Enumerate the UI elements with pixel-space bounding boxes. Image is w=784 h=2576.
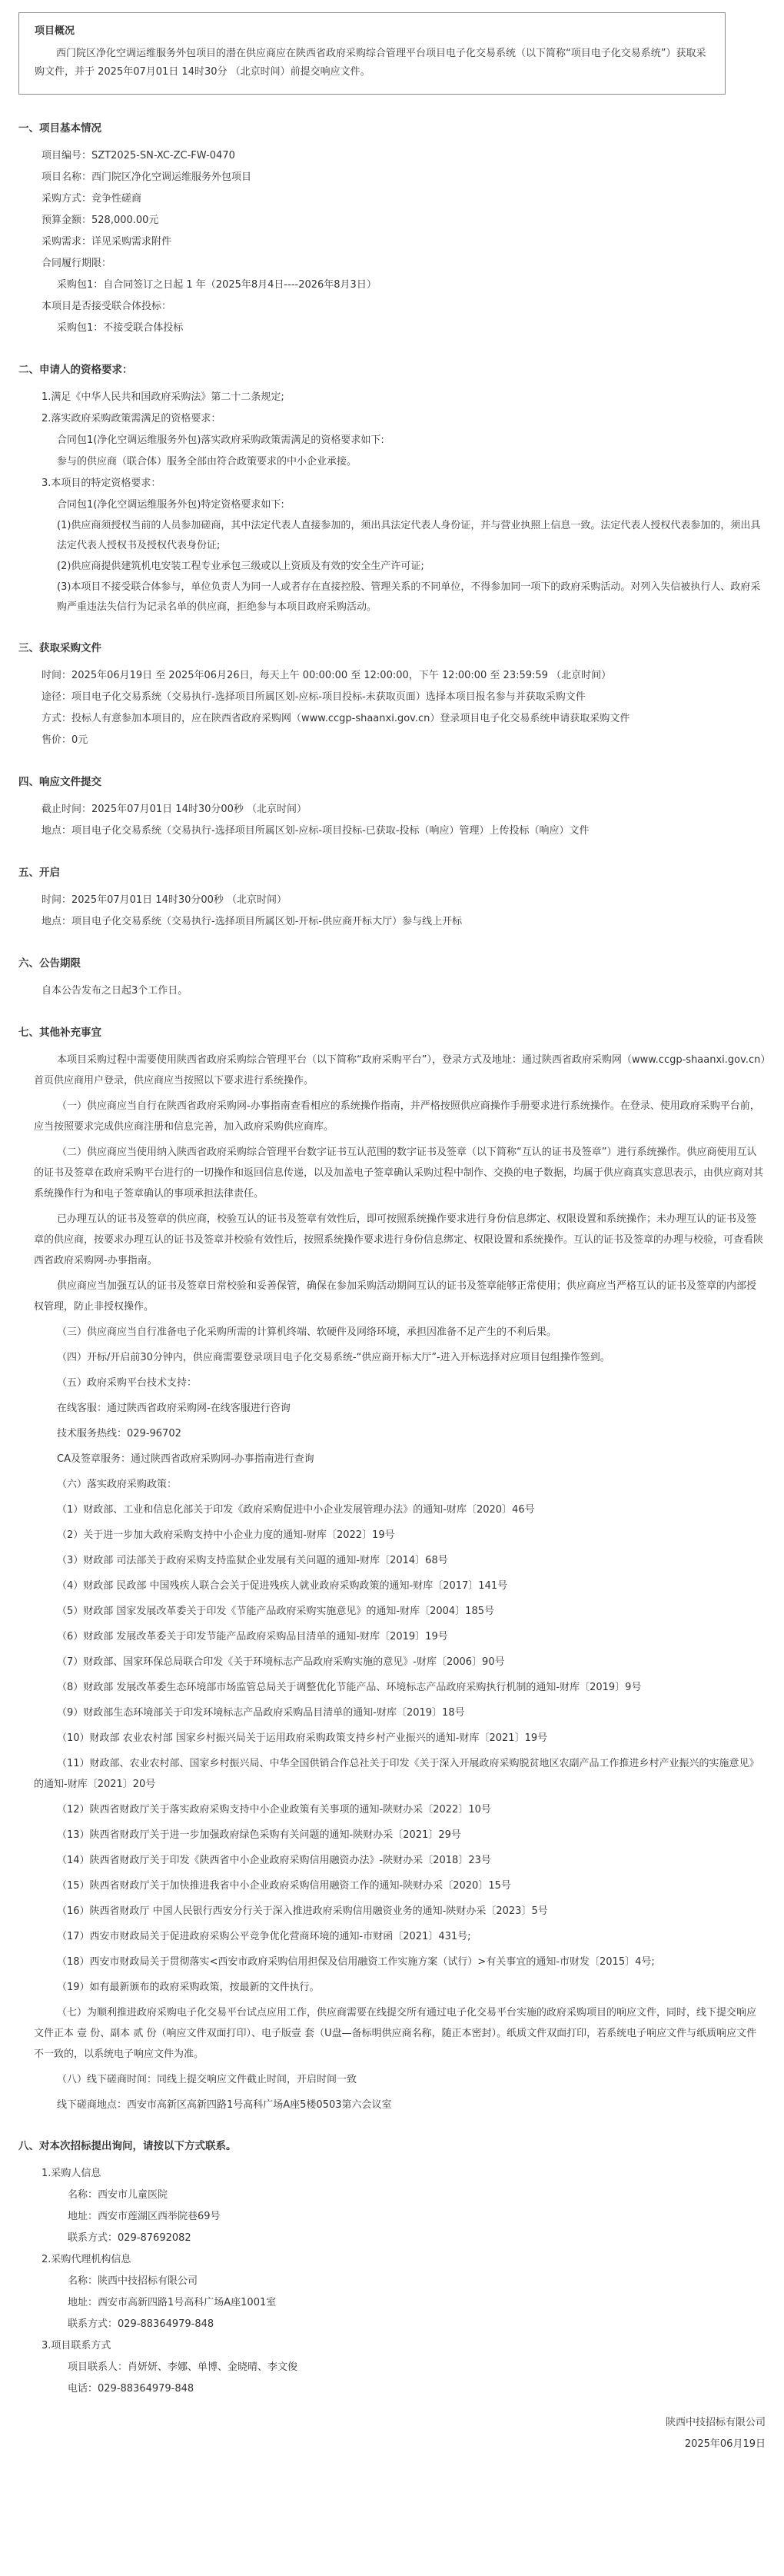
- section-submission: [18, 773, 766, 842]
- submission-place: 地点：项目电子化交易系统（交易执行-选择项目所属区划-应标-项目投标-已获取-投标（响应）管理）上传投标（响应）文件: [42, 825, 590, 837]
- other-paragraph: （六）落实政府采购政策：: [57, 1479, 178, 1490]
- notice-period-text: 自本公告发布之日起3个工作日。: [42, 985, 188, 997]
- other-paragraph: 已办理互认的证书及签章的供应商，校验互认的证书及签章有效性后，即可按照系统操作要求进行身份信息绑定、权限设置和系统操作；未办理互认的证书及签章的供应商，按要求办理互认的证书及签章并校验有效性后，按照系统操作要求进行身份信息绑定、权限设置和系统操作。互认的证书及签章的办理与校验，可查看陕西省政府采购网-办事指南。: [34, 1213, 764, 1266]
- other-paragraph: （四）开标/开启前30分钟内，供应商需要登录项目电子化交易系统-“供应商开标大厅”-进入开标选择对应项目包组操作签到。: [57, 1352, 610, 1363]
- footer-date: 2025年06月19日: [684, 2438, 766, 2450]
- qualification-line: 合同包1(净化空调运维服务外包)特定资格要求如下:: [57, 499, 284, 511]
- other-paragraph: （八）线下磋商时间：同线上提交响应文件截止时间，开启时间一致: [57, 2074, 357, 2085]
- opening-place: 地点：项目电子化交易系统（交易执行-选择项目所属区划-开标-供应商开标大厅）参与线上开标: [42, 916, 463, 927]
- section-title: 四、响应文件提交: [18, 776, 101, 788]
- policy-item: （16）陕西省财政厅 中国人民银行西安分行关于深入推进政府采购信用融资业务的通知-陕财办采〔2023〕5号: [57, 1905, 548, 1917]
- section-title: 七、其他补充事宜: [18, 1027, 101, 1039]
- consortium-value: 采购包1：不接受联合体投标: [57, 322, 184, 334]
- section-title: 五、开启: [18, 867, 60, 879]
- qualification-item: (3)本项目不接受联合体参与，单位负责人为同一人或者存在直接控股、管理关系的不同单位，不得参加同一项下的政府采购活动。对列入失信被执行人、政府采购严重违法失信行为记录名单的供应商，拒绝参与本项目政府采购活动。: [57, 581, 761, 613]
- announcement-page: [18, 12, 766, 2455]
- policy-item: （12）陕西省财政厅关于落实政府采购支持中小企业政策有关事项的通知-陕财办采〔2022〕10号: [57, 1804, 491, 1816]
- contact-heading: 3.项目联系方式: [42, 2340, 111, 2351]
- purchaser-phone: 联系方式：029-87692082: [68, 2232, 191, 2244]
- qualification-line: 合同包1(净化空调运维服务外包)落实政府采购政策需满足的资格要求如下:: [57, 434, 384, 446]
- qualification-line: 2.落实政府采购政策需满足的资格要求：: [42, 413, 221, 424]
- section-get-documents: [18, 639, 766, 751]
- other-paragraph: CA及签章服务：通过陕西省政府采购网-办事指南进行查询: [57, 1453, 314, 1465]
- opening-time: 时间：2025年07月01日 14时30分00秒 （北京时间）: [42, 894, 287, 906]
- other-paragraph: 供应商应当加强互认的证书及签章日常校验和妥善保管，确保在参加采购活动期间互认的证书及签章能够正常使用；供应商应当严格互认的证书及签章的内部授权管理，防止非授权操作。: [34, 1280, 757, 1313]
- purchaser-heading: 1.采购人信息: [42, 2168, 101, 2179]
- overview-title: 项目概况: [35, 25, 75, 37]
- other-paragraph: 线下磋商地点：西安市高新区高新四路1号高科广场A座5楼0503第六会议室: [57, 2099, 392, 2111]
- purchaser-address: 地址：西安市莲湖区西举院巷69号: [68, 2211, 221, 2222]
- policy-item: （13）陕西省财政厅关于进一步加强政府绿色采购有关问题的通知-陕财办采〔2021〕29号: [57, 1829, 461, 1841]
- contact-persons: 项目联系人：肖妍妍、李娜、单博、金晓晴、李文俊: [68, 2361, 298, 2373]
- get-docs-time: 时间：2025年06月19日 至 2025年06月26日，每天上午 00:00:00 至 12:00:00，下午 12:00:00 至 23:59:59 （北京时间）: [42, 670, 612, 681]
- policy-item: （6）财政部 发展改革委关于印发节能产品政府采购品目清单的通知-财库〔2019〕19号: [57, 1631, 448, 1642]
- get-docs-method: 方式：投标人有意参加本项目的，应在陕西省政府采购网（www.ccgp-shaanxi.gov.cn）登录项目电子化交易系统申请获取采购文件: [42, 713, 630, 724]
- consortium-label: 本项目是否接受联合体投标：: [42, 301, 172, 312]
- policy-item: （15）陕西省财政厅关于加快推进我省中小企业政府采购信用融资工作的通知-陕财办采〔2020〕15号: [57, 1880, 511, 1892]
- get-docs-price: 售价：0元: [42, 734, 88, 746]
- submission-deadline: 截止时间：2025年07月01日 14时30分00秒 （北京时间）: [42, 804, 307, 815]
- policy-item: （10）财政部 农业农村部 国家乡村振兴局关于运用政府采购政策支持乡村产业振兴的通知-财库〔2021〕19号: [57, 1732, 548, 1744]
- agency-name: 名称：陕西中技招标有限公司: [68, 2275, 198, 2287]
- qualification-line: 参与的供应商（联合体）服务全部由符合政策要求的中小企业承接。: [57, 456, 357, 468]
- policy-item: （3）财政部 司法部关于政府采购支持监狱企业发展有关问题的通知-财库〔2014〕68号: [57, 1555, 448, 1566]
- project-name: 项目名称：西门院区净化空调运维服务外包项目: [42, 171, 252, 183]
- qualification-item: (2)供应商提供建筑机电安装工程专业承包三级或以上资质及有效的安全生产许可证;: [57, 561, 424, 572]
- contract-period-value: 采购包1：自合同签订之日起 1 年（2025年8月4日----2026年8月3日）: [57, 279, 377, 291]
- contract-period-label: 合同履行期限：: [42, 258, 112, 269]
- section-title: 二、申请人的资格要求：: [18, 364, 133, 376]
- section-title: 三、获取采购文件: [18, 642, 101, 654]
- agency-address: 地址：西安市高新四路1号高科广场A座1001室: [68, 2297, 277, 2308]
- section-title: 八、对本次招标提出询问，请按以下方式联系。: [18, 2140, 237, 2152]
- project-number: 项目编号：SZT2025-SN-XC-ZC-FW-0470: [42, 150, 235, 161]
- other-paragraph: （七）为顺利推进政府采购电子化交易平台试点应用工作，供应商需要在线提交所有通过电子化交易平台实施的政府采购项目的响应文件，同时，线下提交响应文件正本 壹 份、副本 贰 份（响应文件双面打印）、电子版壹 套（U盘—备标明供应商名称，随正本密封）。纸质文件双面打印，若系统电子响应文件与纸质响应文件不一致的，以系统电子响应文件为准。: [34, 2007, 757, 2060]
- other-paragraph: （五）政府采购平台技术支持：: [57, 1377, 198, 1389]
- other-paragraph: （一）供应商应当自行在陕西省政府采购网-办事指南查看相应的系统操作指南，并严格按照供应商操作手册要求进行系统操作。在登录、使用政府采购平台前，应当按照要求完成供应商注册和信息完善，加入政府采购供应商库。: [34, 1100, 760, 1133]
- policy-item: （4）财政部 民政部 中国残疾人联合会关于促进残疾人就业政府采购政策的通知-财库〔2017〕141号: [57, 1580, 508, 1592]
- policy-item: （9）财政部生态环境部关于印发环境标志产品政府采购品目清单的通知-财库〔2019〕18号: [57, 1707, 465, 1719]
- section-opening: [18, 864, 766, 933]
- qualification-item: (1)供应商须授权当前的人员参加磋商，其中法定代表人直接参加的，须出具法定代表人身份证，并与营业执照上信息一致。法定代表人授权代表参加的，须出具法定代表人授权书及授权代表身份证;: [57, 520, 761, 551]
- procurement-requirement: 采购需求：详见采购需求附件: [42, 236, 172, 248]
- section-other-matters: [18, 1023, 766, 2115]
- section-notice-period: [18, 954, 766, 1002]
- policy-item: （19）如有最新颁布的政府采购政策，按最新的文件执行。: [57, 1982, 320, 1993]
- project-overview-box: [18, 12, 726, 95]
- policy-item: （5）财政部 国家发展改革委关于印发《节能产品政府采购实施意见》的通知-财库〔2004〕185号: [57, 1606, 494, 1617]
- policy-item: （18）西安市财政局关于贯彻落实<西安市政府采购信用担保及信用融资工作实施方案（试行）>有关事宜的通知-市财发〔2015〕4号;: [57, 1956, 655, 1968]
- section-basic-info: [18, 119, 766, 339]
- section-qualifications: [18, 361, 766, 617]
- contact-phone: 电话：029-88364979-848: [68, 2383, 194, 2395]
- section-title: 一、项目基本情况: [18, 122, 101, 135]
- other-paragraph: 本项目采购过程中需要使用陕西省政府采购综合管理平台（以下简称“政府采购平台”），登录方式及地址：通过陕西省政府采购网（www.ccgp-shaanxi.gov.cn）首页供应商用户登录，供应商应当按照以下要求进行系统操作。: [34, 1054, 766, 1087]
- agency-heading: 2.采购代理机构信息: [42, 2254, 131, 2265]
- policy-item: （17）西安市财政局关于促进政府采购公平竞争优化营商环境的通知-市财函〔2021〕431号;: [57, 1931, 471, 1942]
- other-paragraph: （二）供应商应当使用纳入陕西省政府采购综合管理平台数字证书互认范围的数字证书及签章（以下简称“互认的证书及签章”）进行系统操作。供应商使用互认的证书及签章在政府采购平台进行的一切操作和返回信息传递，以及加盖电子签章确认采购过程中制作、交换的电子数据，均属于供应商真实意思表示，由供应商对其系统操作行为和电子签章确认的事项承担法律责任。: [34, 1147, 764, 1200]
- get-docs-route: 途径：项目电子化交易系统（交易执行-选择项目所属区划-应标-项目投标-未获取页面）选择本项目报名参与并获取采购文件: [42, 691, 586, 703]
- policy-item: （7）财政部、国家环保总局联合印发《关于环境标志产品政府采购实施的意见》-财库〔2006〕90号: [57, 1656, 505, 1668]
- qualification-line: 1.满足《中华人民共和国政府采购法》第二十二条规定;: [42, 391, 284, 403]
- policy-item: （2）关于进一步加大政府采购支持中小企业力度的通知-财库〔2022〕19号: [57, 1529, 395, 1541]
- other-paragraph: （三）供应商应当自行准备电子化采购所需的计算机终端、软硬件及网络环境，承担因准备不足产生的不利后果。: [57, 1326, 557, 1338]
- section-contacts: [18, 2137, 766, 2400]
- policy-item: （14）陕西省财政厅关于印发《陕西省中小企业政府采购信用融资办法》-陕财办采〔2018〕23号: [57, 1855, 491, 1866]
- signature-block: [18, 2412, 766, 2455]
- other-paragraph: 技术服务热线：029-96702: [57, 1428, 181, 1439]
- other-paragraph: 在线客服：通过陕西省政府采购网-在线客服进行咨询: [57, 1403, 291, 1414]
- qualification-line: 3.本项目的特定资格要求：: [42, 478, 161, 489]
- section-title: 六、公告期限: [18, 957, 81, 970]
- agency-phone: 联系方式：029-88364979-848: [68, 2318, 214, 2330]
- policy-item: （8）财政部 发展改革委生态环境部市场监管总局关于调整优化节能产品、环境标志产品政府采购执行机制的通知-财库〔2019〕9号: [57, 1682, 642, 1693]
- policy-item: （11）财政部、农业农村部、国家乡村振兴局、中华全国供销合作总社关于印发《关于深入开展政府采购脱贫地区农副产品工作推进乡村产业振兴的实施意见》的通知-财库〔2021〕20号: [34, 1758, 759, 1790]
- procurement-method: 采购方式：竞争性磋商: [42, 193, 142, 205]
- footer-company: 陕西中技招标有限公司: [665, 2417, 766, 2428]
- policy-item: （1）财政部、工业和信息化部关于印发《政府采购促进中小企业发展管理办法》的通知-财库〔2020〕46号: [57, 1504, 535, 1516]
- overview-text: 西门院区净化空调运维服务外包项目的潜在供应商应在陕西省政府采购综合管理平台项目电子化交易系统（以下简称“项目电子化交易系统”）获取采购文件，并于 2025年07月01日 14时30分 （北京时间）前提交响应文件。: [35, 48, 706, 78]
- purchaser-name: 名称：西安市儿童医院: [68, 2189, 168, 2201]
- budget-amount: 预算金额：528,000.00元: [42, 215, 159, 226]
